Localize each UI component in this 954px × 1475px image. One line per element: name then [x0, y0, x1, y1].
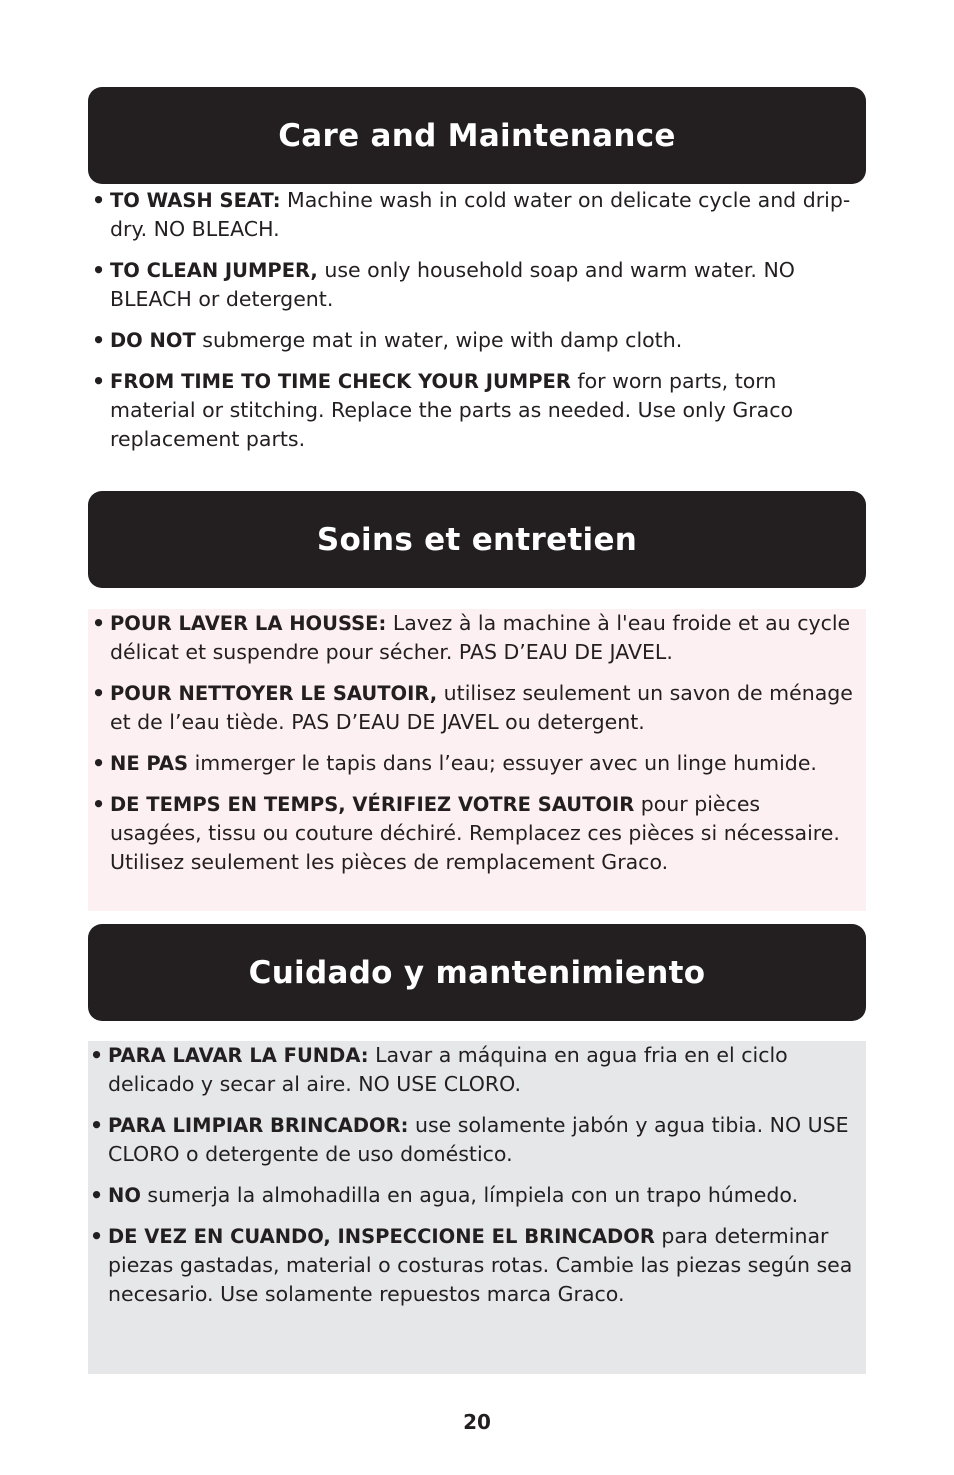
list-item: • DE TEMPS EN TEMPS, VÉRIFIEZ VOTRE SAUTOIR pour pièces usagées, tissu ou couture déchiré. Remplacez ces pièces si nécessaire. Utilisez seulement les pièces de remplacement Graco. — [90, 790, 856, 877]
care-maintenance-banner — [88, 87, 866, 184]
section-heading: Soins et entretien — [316, 521, 638, 558]
cuidado-mantenimiento-banner — [88, 924, 866, 1021]
list-item: • PARA LAVAR LA FUNDA: Lavar a máquina en agua fria en el ciclo delicado y secar al aire. NO USE CLORO. — [88, 1041, 860, 1099]
list-item: • NO sumerja la almohadilla en agua, límpiela con un trapo húmedo. — [88, 1181, 860, 1210]
section-heading: Care and Maintenance — [278, 117, 676, 154]
section-heading: Cuidado y mantenimiento — [248, 954, 706, 991]
list-item: • DE VEZ EN CUANDO, INSPECCIONE EL BRINCADOR para determinar piezas gastadas, material o costuras rotas. Cambie las piezas según sea necesario. Use solamente repuestos marca Graco. — [88, 1222, 860, 1309]
list-item: • TO WASH SEAT: Machine wash in cold water on delicate cycle and drip-dry. NO BLEACH. — [90, 186, 868, 244]
spanish-list — [88, 1041, 866, 1309]
spanish-section — [88, 1041, 866, 1374]
list-item: • DO NOT submerge mat in water, wipe with damp cloth. — [90, 326, 868, 355]
english-list — [90, 186, 868, 454]
list-item: • POUR NETTOYER LE SAUTOIR, utilisez seulement un savon de ménage et de l’eau tiède. PAS D’EAU DE JAVEL ou detergent. — [90, 679, 856, 737]
list-item: • PARA LIMPIAR BRINCADOR: use solamente jabón y agua tibia. NO USE CLORO o detergente de uso doméstico. — [88, 1111, 860, 1169]
list-item: • POUR LAVER LA HOUSSE: Lavez à la machine à l'eau froide et au cycle délicat et suspendre pour sécher. PAS D’EAU DE JAVEL. — [90, 609, 856, 667]
page-number: 20 — [463, 1410, 491, 1434]
list-item: • TO CLEAN JUMPER, use only household soap and warm water. NO BLEACH or detergent. — [90, 256, 868, 314]
list-item: • FROM TIME TO TIME CHECK YOUR JUMPER for worn parts, torn material or stitching. Replace the parts as needed. Use only Graco replacement parts. — [90, 367, 868, 454]
english-section — [88, 186, 878, 466]
soins-entretien-banner — [88, 491, 866, 588]
french-section — [88, 609, 866, 911]
list-item: • NE PAS immerger le tapis dans l’eau; essuyer avec un linge humide. — [90, 749, 856, 778]
french-list — [88, 609, 866, 877]
